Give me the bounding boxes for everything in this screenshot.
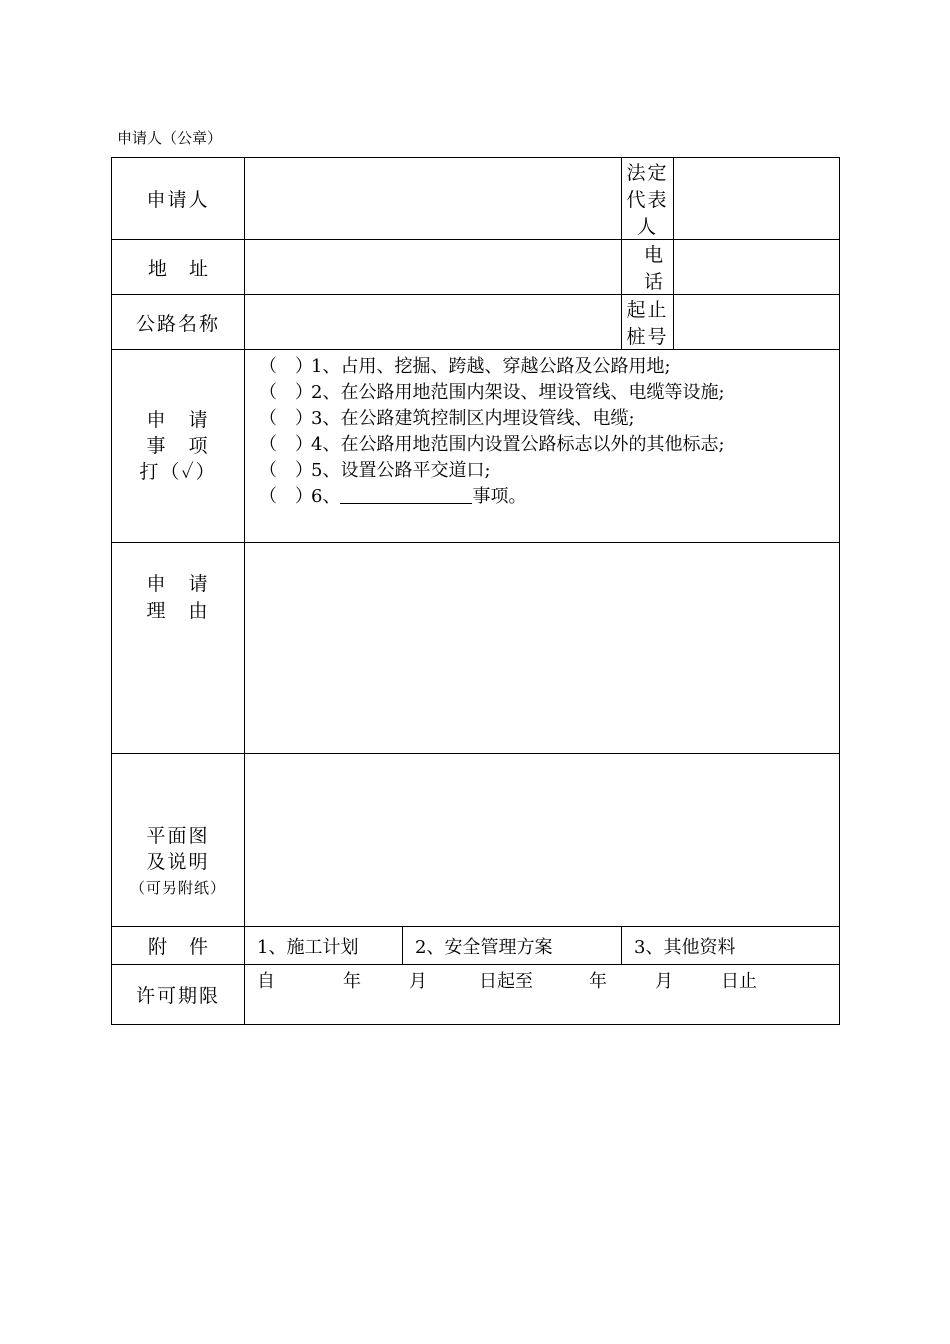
checkbox-paren[interactable]: （ ） [259,356,313,377]
period-month: 月 [655,971,673,992]
checkbox-paren[interactable]: （ ） [259,460,313,481]
reason-row [112,543,840,754]
period-row [112,965,840,1025]
matters-label-line: 打（✓） [139,461,217,483]
applicant-label: 申请人 [112,158,245,240]
checkbox-paren[interactable]: （ ） [259,408,313,429]
applicant-field[interactable] [245,158,622,240]
period-month: 月 [409,971,427,992]
attachments-row [112,927,840,965]
checkbox-paren[interactable]: （ ） [259,434,313,455]
legal-rep-label: 法定代表人 [622,158,674,240]
plan-label-line: 平面图 [146,825,210,847]
reason-field[interactable] [245,543,840,754]
reason-label-line: 理 由 [146,600,210,622]
period-from: 自 [257,971,275,992]
matters-list [245,350,840,543]
matters-label-line: 事 项 [146,435,210,457]
matter-item-5: （ ）5、设置公路平交道口; [259,458,839,484]
address-label: 地址 [112,240,245,295]
matters-row [112,350,840,543]
matters-label [112,350,245,543]
road-row [112,295,840,350]
matters-label-line: 申 请 [146,409,210,431]
matter-item-4: （ ）4、在公路用地范围内设置公路标志以外的其他标志; [259,432,839,458]
plan-label-note: （可另附纸） [129,879,226,897]
stake-label: 起止桩号 [622,295,674,350]
address-field[interactable] [245,240,622,295]
phone-label: 电话 [622,240,674,295]
period-field[interactable] [245,965,840,1025]
period-day-from: 日起至 [479,971,533,992]
attachment-safety-plan[interactable]: 2、安全管理方案 [403,927,622,965]
road-name-field[interactable] [245,295,622,350]
phone-field[interactable] [674,240,840,295]
matter-item-1: （ ）1、占用、挖掘、跨越、穿越公路及公路用地; [259,354,839,380]
matter-item-3: （ ）3、在公路建筑控制区内埋设管线、电缆; [259,406,839,432]
legal-rep-field[interactable] [674,158,840,240]
reason-label-line: 申 请 [146,573,210,595]
attachment-construction-plan[interactable]: 1、施工计划 [245,927,403,965]
address-row [112,240,840,295]
attachment-other-docs[interactable]: 3、其他资料 [622,927,840,965]
plan-field[interactable] [245,754,840,927]
period-year: 年 [589,971,607,992]
attachments-label: 附件 [112,927,245,965]
stamp-caption: 申请人（公章） [117,129,223,147]
matter-item-6: （ ）6、 事项。 [259,484,839,510]
matter-item-2: （ ）2、在公路用地范围内架设、埋设管线、电缆等设施; [259,380,839,406]
plan-label [112,754,245,927]
period-year: 年 [343,971,361,992]
applicant-row [112,158,840,240]
stake-field[interactable] [674,295,840,350]
plan-label-line: 及说明 [146,851,210,873]
application-form-table [111,157,840,1025]
checkbox-paren[interactable]: （ ） [259,382,313,403]
period-day-to: 日止 [721,971,757,992]
period-label: 许可期限 [112,965,245,1025]
road-name-label: 公路名称 [112,295,245,350]
checkbox-paren[interactable]: （ ） [259,486,313,507]
reason-label [112,543,245,754]
other-matter-blank[interactable] [340,485,472,504]
plan-row [112,754,840,927]
